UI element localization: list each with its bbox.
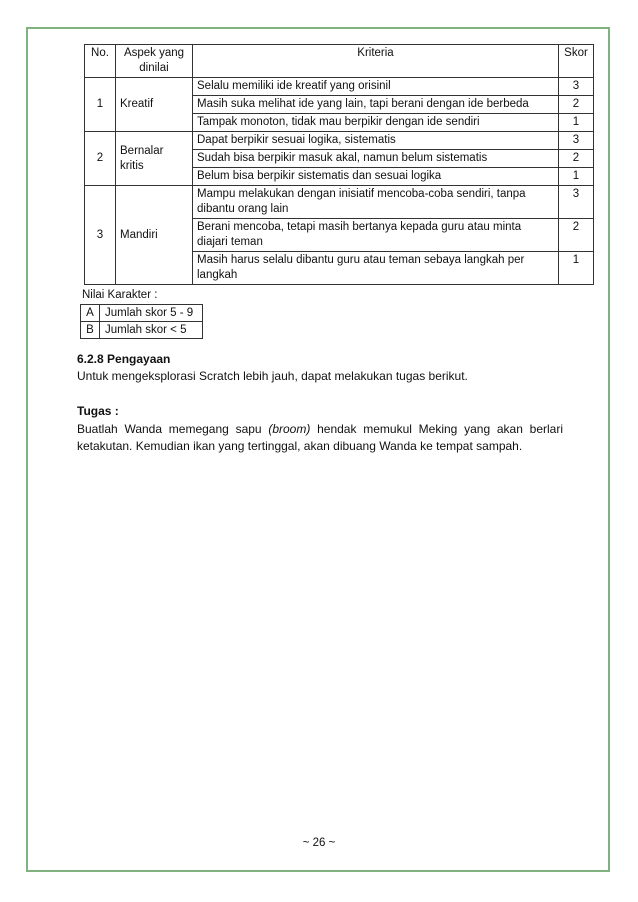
group-number: 1 [85,78,116,132]
task-heading: Tugas : [77,404,119,418]
grade-cell: A [81,305,100,322]
table-row [81,305,203,322]
nilai-karakter-title: Nilai Karakter : [82,289,158,301]
header-kriteria: Kriteria [193,45,559,78]
score-cell: 2 [559,96,594,114]
table-row [85,186,594,219]
criteria-cell: Belum bisa berpikir sistematis dan sesuai logika [193,168,559,186]
header-skor: Skor [559,45,594,78]
rubric-header-row [85,45,594,78]
score-cell: 2 [559,150,594,168]
score-cell: 1 [559,114,594,132]
criteria-cell: Selalu memiliki ide kreatif yang orisinil [193,78,559,96]
table-row [81,322,203,339]
grade-cell: B [81,322,100,339]
nilai-karakter-table [80,304,203,339]
score-cell: 3 [559,78,594,96]
grade-description: Jumlah skor 5 - 9 [100,305,203,322]
aspect-label: Mandiri [116,186,193,285]
criteria-cell: Masih harus selalu dibantu guru atau teman sebaya langkah per langkah [193,252,559,285]
criteria-cell: Masih suka melihat ide yang lain, tapi berani dengan ide berbeda [193,96,559,114]
score-cell: 1 [559,168,594,186]
criteria-cell: Mampu melakukan dengan inisiatif mencoba-coba sendiri, tanpa dibantu orang lain [193,186,559,219]
score-cell: 1 [559,252,594,285]
rubric-table [84,44,594,285]
task-text-italic: (broom) [268,422,311,436]
score-cell: 3 [559,132,594,150]
header-no: No. [85,45,116,78]
grade-description: Jumlah skor < 5 [100,322,203,339]
criteria-cell: Tampak monoton, tidak mau berpikir dengan ide sendiri [193,114,559,132]
score-cell: 2 [559,219,594,252]
group-number: 2 [85,132,116,186]
table-row [85,78,594,96]
table-row [85,132,594,150]
aspect-label: Bernalar kritis [116,132,193,186]
section-intro: Untuk mengeksplorasi Scratch lebih jauh, dapat melakukan tugas berikut. [77,369,468,383]
score-cell: 3 [559,186,594,219]
group-number: 3 [85,186,116,285]
criteria-cell: Dapat berpikir sesuai logika, sistematis [193,132,559,150]
header-aspek: Aspek yang dinilai [116,45,193,78]
task-text-end: hendak memukul Meking yang akan berlari ketakutan. Kemudian ikan yang tertinggal, akan dibuang Wanda ke tempat sampah. [77,422,563,453]
task-text-start: Buatlah Wanda memegang sapu [77,422,269,436]
criteria-cell: Sudah bisa berpikir masuk akal, namun belum sistematis [193,150,559,168]
aspect-label: Kreatif [116,78,193,132]
criteria-cell: Berani mencoba, tetapi masih bertanya kepada guru atau minta diajari teman [193,219,559,252]
section-heading: 6.2.8 Pengayaan [77,352,171,366]
task-description [77,421,563,455]
page-number: ~ 26 ~ [302,837,336,849]
